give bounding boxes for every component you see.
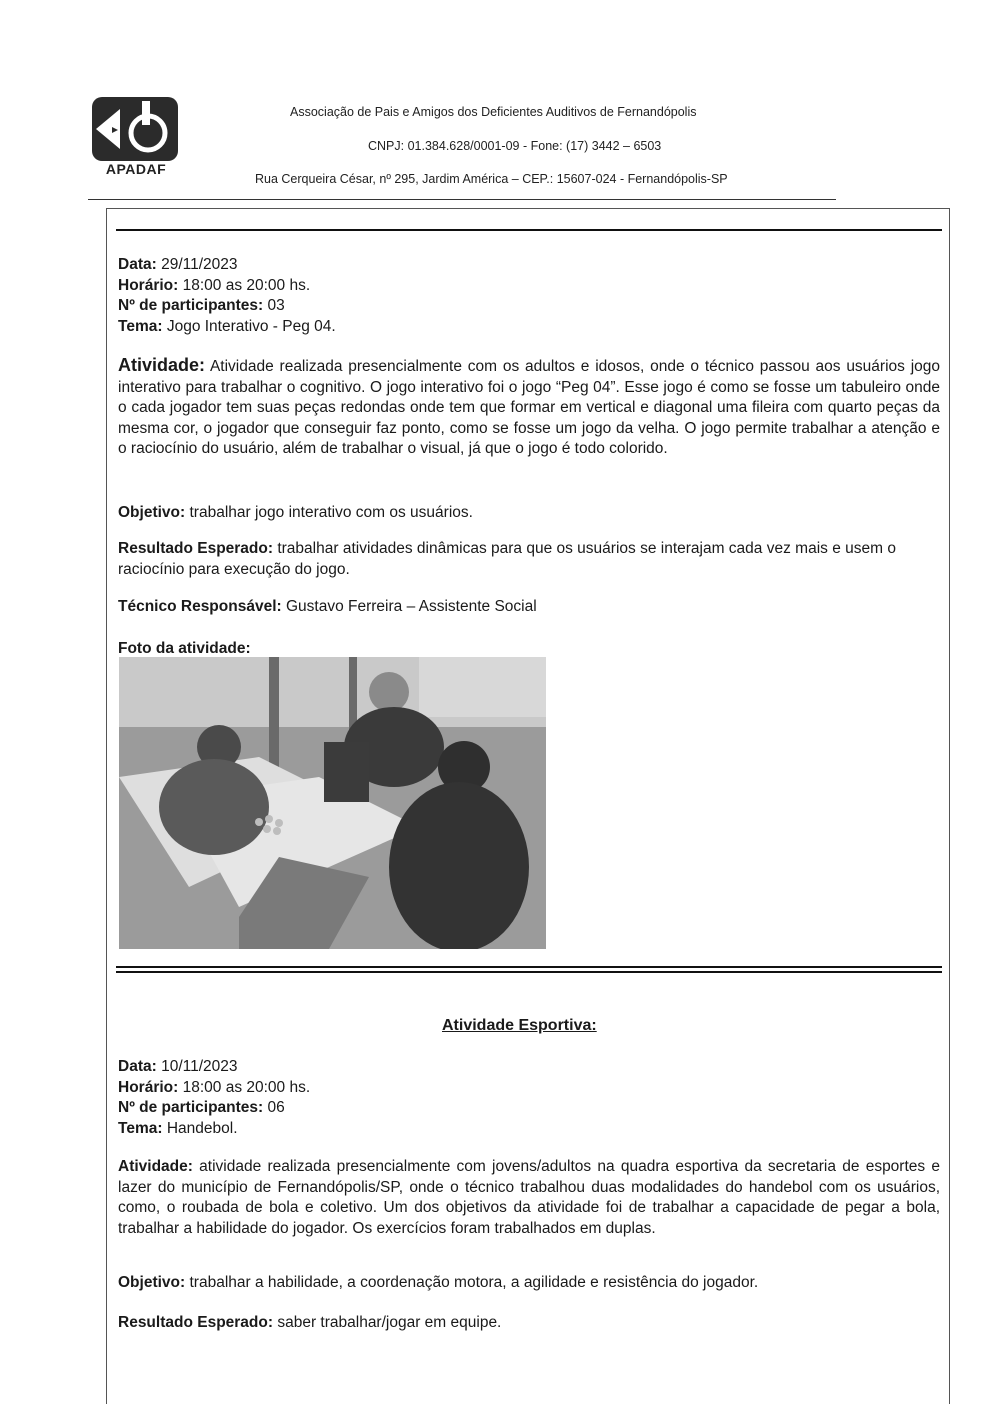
- activity2-description: Atividade: atividade realizada presencialmente com jovens/adultos na quadra esportiva da secretaria de esportes e lazer do município de Fernandópolis/SP, onde o técnico trabalhou duas modalidades do handebol com os usuários, como, o roubada de bola e coletivo. Um dos objetivos da atividade foi de trabalhar a capacidade de pegar a bola, trabalhar a habilidade do jogador. Os exercícios foram trabalhados em duplas.: [118, 1158, 940, 1237]
- activity1-description: Atividade: Atividade realizada presencialmente com os adultos e idosos, onde o técnico passou aos usuários jogo interativo para trabalhar o cognitivo. O jogo interativo foi o jogo “Peg 04”. Esse jogo é como se fosse um tabuleiro onde o cada jogador tem suas peças redondas onde tem que formar em vertical e diagonal uma fileira com quarto peças da mesma cor, o jogador que conseguir faz ponto, como se fosse um jogo da velha. O jogo permite trabalhar a atenção e o raciocínio do usuário, além de trabalhar o visual, já que o jogo é todo colorido.: [118, 355, 941, 457]
- cnpj-phone: CNPJ: 01.384.628/0001-09 - Fone: (17) 3442 – 6503: [368, 139, 662, 153]
- activity1-technician: Técnico Responsável: Gustavo Ferreira – Assistente Social: [118, 598, 537, 615]
- activity1-objective: Objetivo: trabalhar jogo interativo com os usuários.: [118, 504, 473, 521]
- theme-line: Tema: Handebol.: [118, 1119, 238, 1137]
- activity2-meta: [118, 1057, 940, 1139]
- section-title-sports: Atividade Esportiva:: [442, 1017, 597, 1034]
- activity1-expected-result: Resultado Esperado: trabalhar atividades dinâmicas para que os usuários se interajam cada vez mais e usem o raciocínio para execução do jogo.: [118, 540, 896, 578]
- organization-name: Associação de Pais e Amigos dos Deficientes Auditivos de Fernandópolis: [290, 105, 697, 119]
- address: Rua Cerqueira César, nº 295, Jardim América – CEP.: 15607-024 - Fernandópolis-SP: [255, 172, 728, 186]
- time-line: Horário: 18:00 as 20:00 hs.: [118, 1078, 311, 1096]
- activity2-expected-result: Resultado Esperado: saber trabalhar/jogar em equipe.: [118, 1314, 502, 1331]
- photo-label: Foto da atividade:: [118, 640, 251, 657]
- logo-text: APADAF: [105, 161, 167, 177]
- activity1-meta: [118, 255, 940, 337]
- header-divider: [88, 199, 836, 200]
- frame-top: [106, 208, 950, 209]
- activity2-objective: Objetivo: trabalhar a habilidade, a coordenação motora, a agilidade e resistência do jogador.: [118, 1274, 759, 1291]
- activity-photo: [119, 657, 546, 949]
- participants-line: Nº de participantes: 06: [118, 1099, 285, 1116]
- section-divider: [116, 229, 942, 231]
- frame-left: [106, 208, 107, 1404]
- participants-line: Nº de participantes: 03: [118, 297, 285, 314]
- date-line: Data: 29/11/2023: [118, 256, 238, 273]
- date-line: Data: 10/11/2023: [118, 1058, 238, 1075]
- time-line: Horário: 18:00 as 20:00 hs.: [118, 276, 311, 294]
- section-divider: [116, 966, 942, 968]
- theme-line: Tema: Jogo Interativo - Peg 04.: [118, 317, 336, 335]
- section-divider: [116, 971, 942, 973]
- frame-right: [949, 208, 950, 1404]
